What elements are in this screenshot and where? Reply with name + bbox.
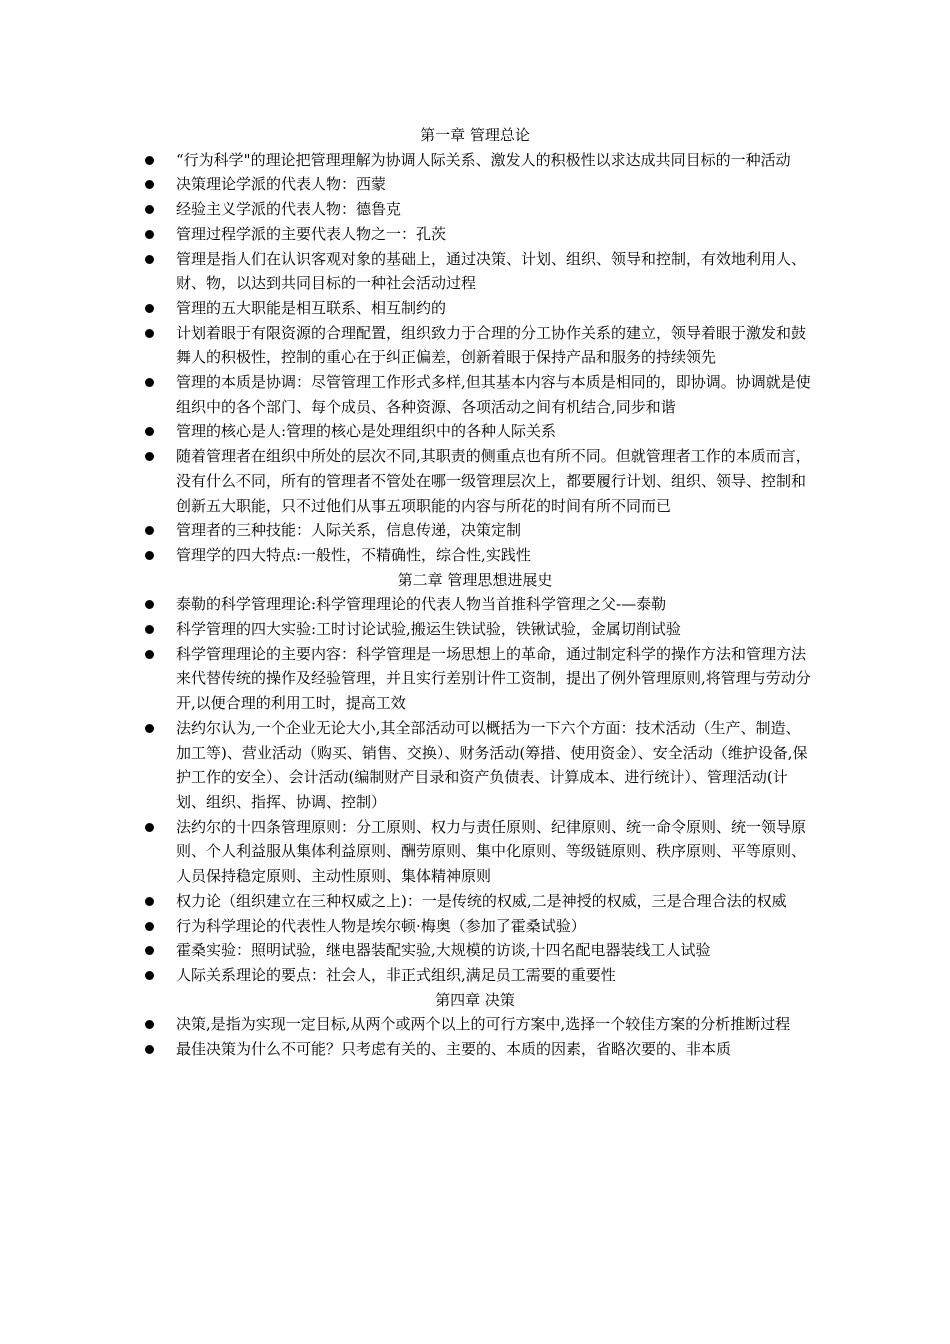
bullet-icon bbox=[145, 823, 154, 832]
chapter-heading: 第二章 管理思想进展史 bbox=[397, 570, 553, 589]
list-item bbox=[0, 197, 950, 222]
chapter-heading: 第一章 管理总论 bbox=[420, 126, 530, 144]
bullet-icon bbox=[145, 897, 154, 906]
bullet-icon bbox=[145, 971, 154, 980]
list-item-text: 法约尔认为,一个企业无论大小,其全部活动可以概括为一下六个方面：技术活动（生产、制造、加工等)、营业活动（购买、销售、交换）、财务活动(筹措、使用资金）、安全活动（维护设备,保护工作的安全）、会计活动(编制财产目录和资产负债表、计算成本、进行统计）、管理活动(计划、组织、指挥、协调、控制） bbox=[176, 718, 808, 811]
list-item bbox=[0, 815, 950, 889]
list-item bbox=[0, 1037, 950, 1062]
list-item-text: 决策,是指为实现一定目标,从两个或两个以上的可行方案中,选择一个较佳方案的分析推断过程 bbox=[176, 1015, 791, 1034]
list-item-text: 人际关系理论的要点：社会人，非正式组织,满足员工需要的重要性 bbox=[176, 965, 616, 984]
bullet-icon bbox=[145, 625, 154, 634]
bullet-icon bbox=[145, 452, 154, 461]
bullet-icon bbox=[145, 946, 154, 955]
bullet-icon bbox=[145, 255, 154, 264]
list-item-text: 霍桑实验：照明试验，继电器装配实验,大规模的访谈,十四名配电器装线工人试验 bbox=[176, 941, 711, 960]
bullet-icon bbox=[145, 724, 154, 733]
list-item bbox=[0, 889, 950, 914]
list-item bbox=[0, 963, 950, 988]
list-item bbox=[0, 419, 950, 444]
list-item bbox=[0, 296, 950, 321]
list-item bbox=[0, 938, 950, 963]
list-item bbox=[0, 222, 950, 247]
list-item bbox=[0, 617, 950, 642]
bullet-icon bbox=[145, 230, 154, 239]
bullet-icon bbox=[145, 650, 154, 659]
bullet-icon bbox=[145, 600, 154, 609]
list-item-text: 计划着眼于有限资源的合理配置，组织致力于合理的分工协作关系的建立，领导着眼于激发和鼓舞人的积极性，控制的重心在于纠正偏差，创新着眼于保持产品和服务的持续领先 bbox=[176, 323, 807, 367]
bullet-icon bbox=[145, 329, 154, 338]
list-item-text: 管理是指人们在认识客观对象的基础上，通过决策、计划、组织、领导和控制，有效地利用人、财、物，以达到共同目标的一种社会活动过程 bbox=[176, 249, 807, 293]
list-item-text: 管理的五大职能是相互联系、相互制约的 bbox=[176, 298, 447, 317]
list-item-text: 管理的核心是人:管理的核心是处理组织中的各种人际关系 bbox=[176, 422, 557, 441]
list-item-text: 科学管理理论的主要内容：科学管理是一场思想上的革命，通过制定科学的操作方法和管理方法来代替传统的操作及经验管理，并且实行差别计件工资制，提出了例外管理原则,将管理与劳动分开,以便合理的利用工时，提高工效 bbox=[176, 644, 811, 713]
list-item-text: 管理学的四大特点:一般性，不精确性，综合性,实践性 bbox=[176, 545, 531, 564]
list-item-text: 泰勒的科学管理理论:科学管理理论的代表人物当首推科学管理之父-—泰勒 bbox=[176, 595, 667, 614]
list-item bbox=[0, 247, 950, 296]
list-item bbox=[0, 592, 950, 617]
bullet-icon bbox=[145, 551, 154, 560]
list-item bbox=[0, 444, 950, 518]
list-item bbox=[0, 914, 950, 939]
list-item-text: 管理的本质是协调：尽管管理工作形式多样,但其基本内容与本质是相同的，即协调。协调就是使组织中的各个部门、每个成员、各种资源、各项活动之间有机结合,同步和谐 bbox=[176, 373, 811, 416]
list-item-text: 经验主义学派的代表人物：德鲁克 bbox=[176, 200, 402, 219]
list-item-text: 决策理论学派的代表人物：西蒙 bbox=[176, 175, 387, 194]
document-body bbox=[0, 123, 950, 1062]
list-item-text: 管理过程学派的主要代表人物之一：孔茨 bbox=[176, 224, 447, 243]
bullet-icon bbox=[145, 922, 154, 931]
list-item-text: 法约尔的十四条管理原则：分工原则、权力与责任原则、纪律原则、统一命令原则、统一领导原则、个人利益服从集体利益原则、酬劳原则、集中化原则、等级链原则、秩序原则、平等原则、人员保持稳定原则、主动性原则、集体精神原则 bbox=[176, 817, 807, 886]
list-item bbox=[0, 148, 950, 173]
bullet-icon bbox=[145, 156, 154, 165]
bullet-icon bbox=[145, 378, 154, 387]
list-item bbox=[0, 642, 950, 716]
list-item-text: 行为科学理论的代表性人物是埃尔顿·梅奥（参加了霍桑试验） bbox=[176, 916, 586, 935]
list-item bbox=[0, 543, 950, 568]
bullet-icon bbox=[145, 1020, 154, 1029]
list-item-text: 随着管理者在组织中所处的层次不同,其职责的侧重点也有所不同。但就管理者工作的本质而言，没有什么不同，所有的管理者不管处在哪一级管理层次上，都要履行计划、组织、领导、控制和创新五大职能，只不过他们从事五项职能的内容与所花的时间有所不同而已 bbox=[176, 447, 811, 515]
bullet-icon bbox=[145, 526, 154, 535]
list-item-text: 管理者的三种技能：人际关系，信息传递，决策定制 bbox=[176, 521, 522, 540]
bullet-icon bbox=[145, 1045, 154, 1054]
list-item-text: 权力论（组织建立在三种权威之上)：一是传统的权威,二是神授的权威，三是合理合法的权威 bbox=[176, 891, 787, 910]
list-item-text: “行为科学"的理论把管理理解为协调人际关系、激发人的积极性以求达成共同目标的一种活动 bbox=[176, 150, 791, 169]
list-item-text: 科学管理的四大实验:工时讨论试验,搬运生铁试验，铁锹试验，金属切削试验 bbox=[176, 620, 681, 639]
bullet-icon bbox=[145, 205, 154, 214]
bullet-icon bbox=[145, 427, 154, 436]
list-item bbox=[0, 518, 950, 543]
list-item bbox=[0, 321, 950, 370]
bullet-icon bbox=[145, 180, 154, 189]
bullet-icon bbox=[145, 304, 154, 313]
list-item bbox=[0, 1012, 950, 1037]
list-item-text: 最佳决策为什么不可能？只考虑有关的、主要的、本质的因素，省略次要的、非本质 bbox=[176, 1040, 732, 1059]
list-item bbox=[0, 370, 950, 419]
chapter-heading: 第四章 决策 bbox=[435, 990, 515, 1009]
list-item bbox=[0, 172, 950, 197]
list-item bbox=[0, 716, 950, 815]
